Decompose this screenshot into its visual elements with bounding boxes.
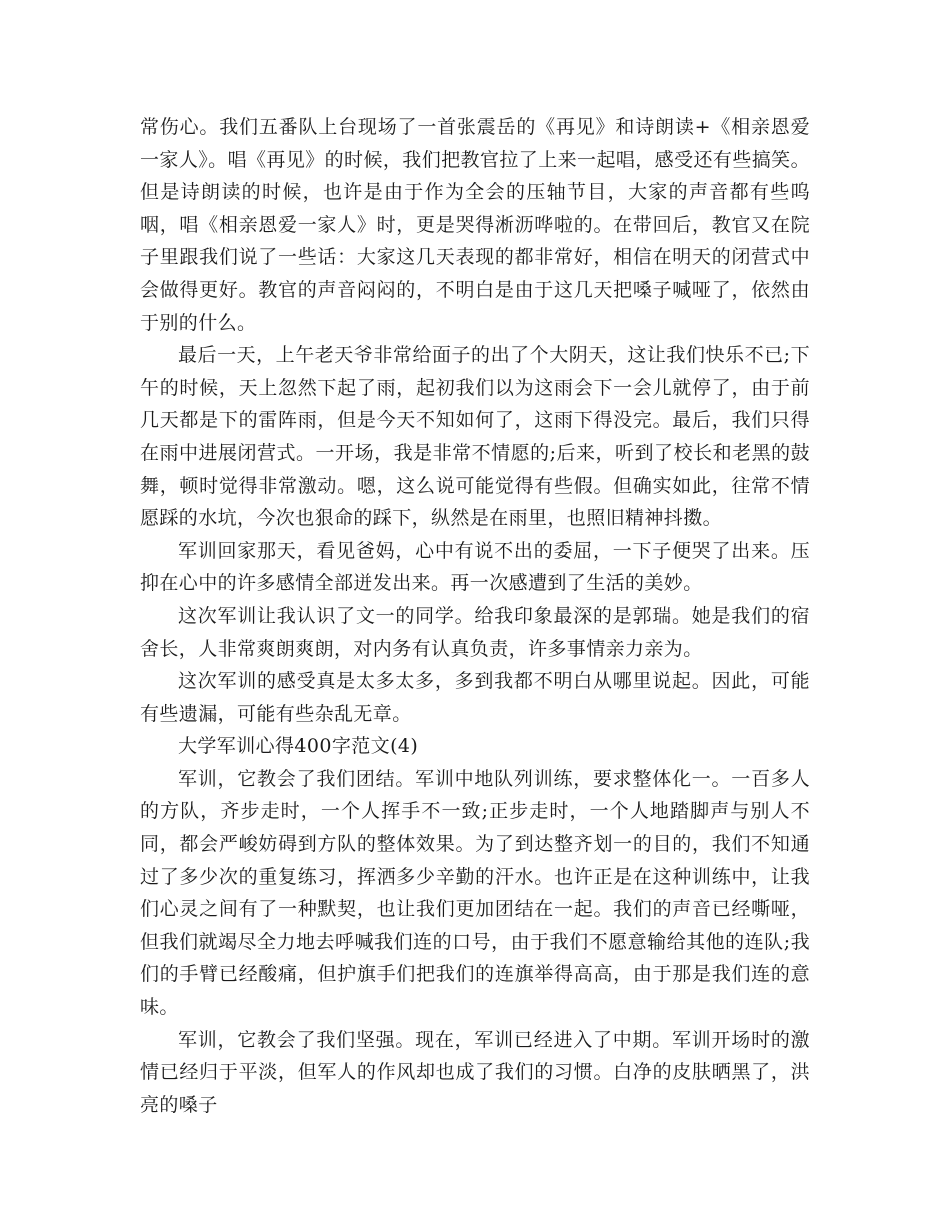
paragraph-last-day: 最后一天，上午老天爷非常给面子的出了个大阴天，这让我们快乐不已;下午的时候，天上忽然下起了雨，起初我们以为这雨会下一会儿就停了，由于前几天都是下的雷阵雨，但是今天不知如何了，这雨下得没完。最后，我们只得在雨中进展闭营式。一开场，我是非常不情愿的;后来，听到了校长和老黑的鼓舞，顿时觉得非常激动。嗯，这么说可能觉得有些假。但确实如此，往常不情愿踩的水坑，今次也狠命的踩下，纵然是在雨里，也照旧精神抖擞。 <box>140 344 810 530</box>
paragraph-going-home: 军训回家那天，看见爸妈，心中有说不出的委屈，一下子便哭了出来。压抑在心中的许多感情全部迸发出来。再一次感遭到了生活的美妙。 <box>140 539 810 595</box>
paragraph-continued: 常伤心。我们五番队上台现场了一首张震岳的《再见》和诗朗读+《相亲恩爱一家人》。唱《再见》的时候，我们把教官拉了上来一起唱，感受还有些搞笑。但是诗朗读的时候，也许是由于作为全会的压轴节目，大家的声音都有些呜咽，唱《相亲恩爱一家人》时，更是哭得淅沥哗啦的。在带回后，教官又在院子里跟我们说了一些话：大家这几天表现的都非常好，相信在明天的闭营式中会做得更好。教官的声音闷闷的，不明白是由于这几天把嗓子喊哑了，依然由于别的什么。 <box>140 116 810 334</box>
document-body <box>140 111 810 1121</box>
paragraph-strength: 军训，它教会了我们坚强。现在，军训已经进入了中期。军训开场时的激情已经归于平淡，但军人的作风却也成了我们的习惯。白净的皮肤晒黑了，洪亮的嗓子 <box>140 1028 810 1116</box>
paragraph-feelings: 这次军训的感受真是太多太多，多到我都不明白从哪里说起。因此，可能有些遗漏，可能有些杂乱无章。 <box>140 670 810 725</box>
section-heading: 大学军训心得400字范文(4) <box>178 735 419 758</box>
paragraph-classmates: 这次军训让我认识了文一的同学。给我印象最深的是郭瑞。她是我们的宿舍长，人非常爽朗爽朗，对内务有认真负责，许多事情亲力亲为。 <box>140 604 810 660</box>
paragraph-unity: 军训，它教会了我们团结。军训中地队列训练，要求整体化一。一百多人的方队，齐步走时，一个人挥手不一致;正步走时，一个人地踏脚声与别人不同，都会严峻妨碍到方队的整体效果。为了到达整齐划一的目的，我们不知通过了多少次的重复练习，挥洒多少辛勤的汗水。也许正是在这种训练中，让我们心灵之间有了一种默契，也让我们更加团结在一起。我们的声音已经嘶哑，但我们就竭尽全力地去呼喊我们连的口号，由于我们不愿意输给其他的连队;我们的手臂已经酸痛，但护旗手们把我们的连旗举得高高，由于那是我们连的意味。 <box>140 767 810 1019</box>
